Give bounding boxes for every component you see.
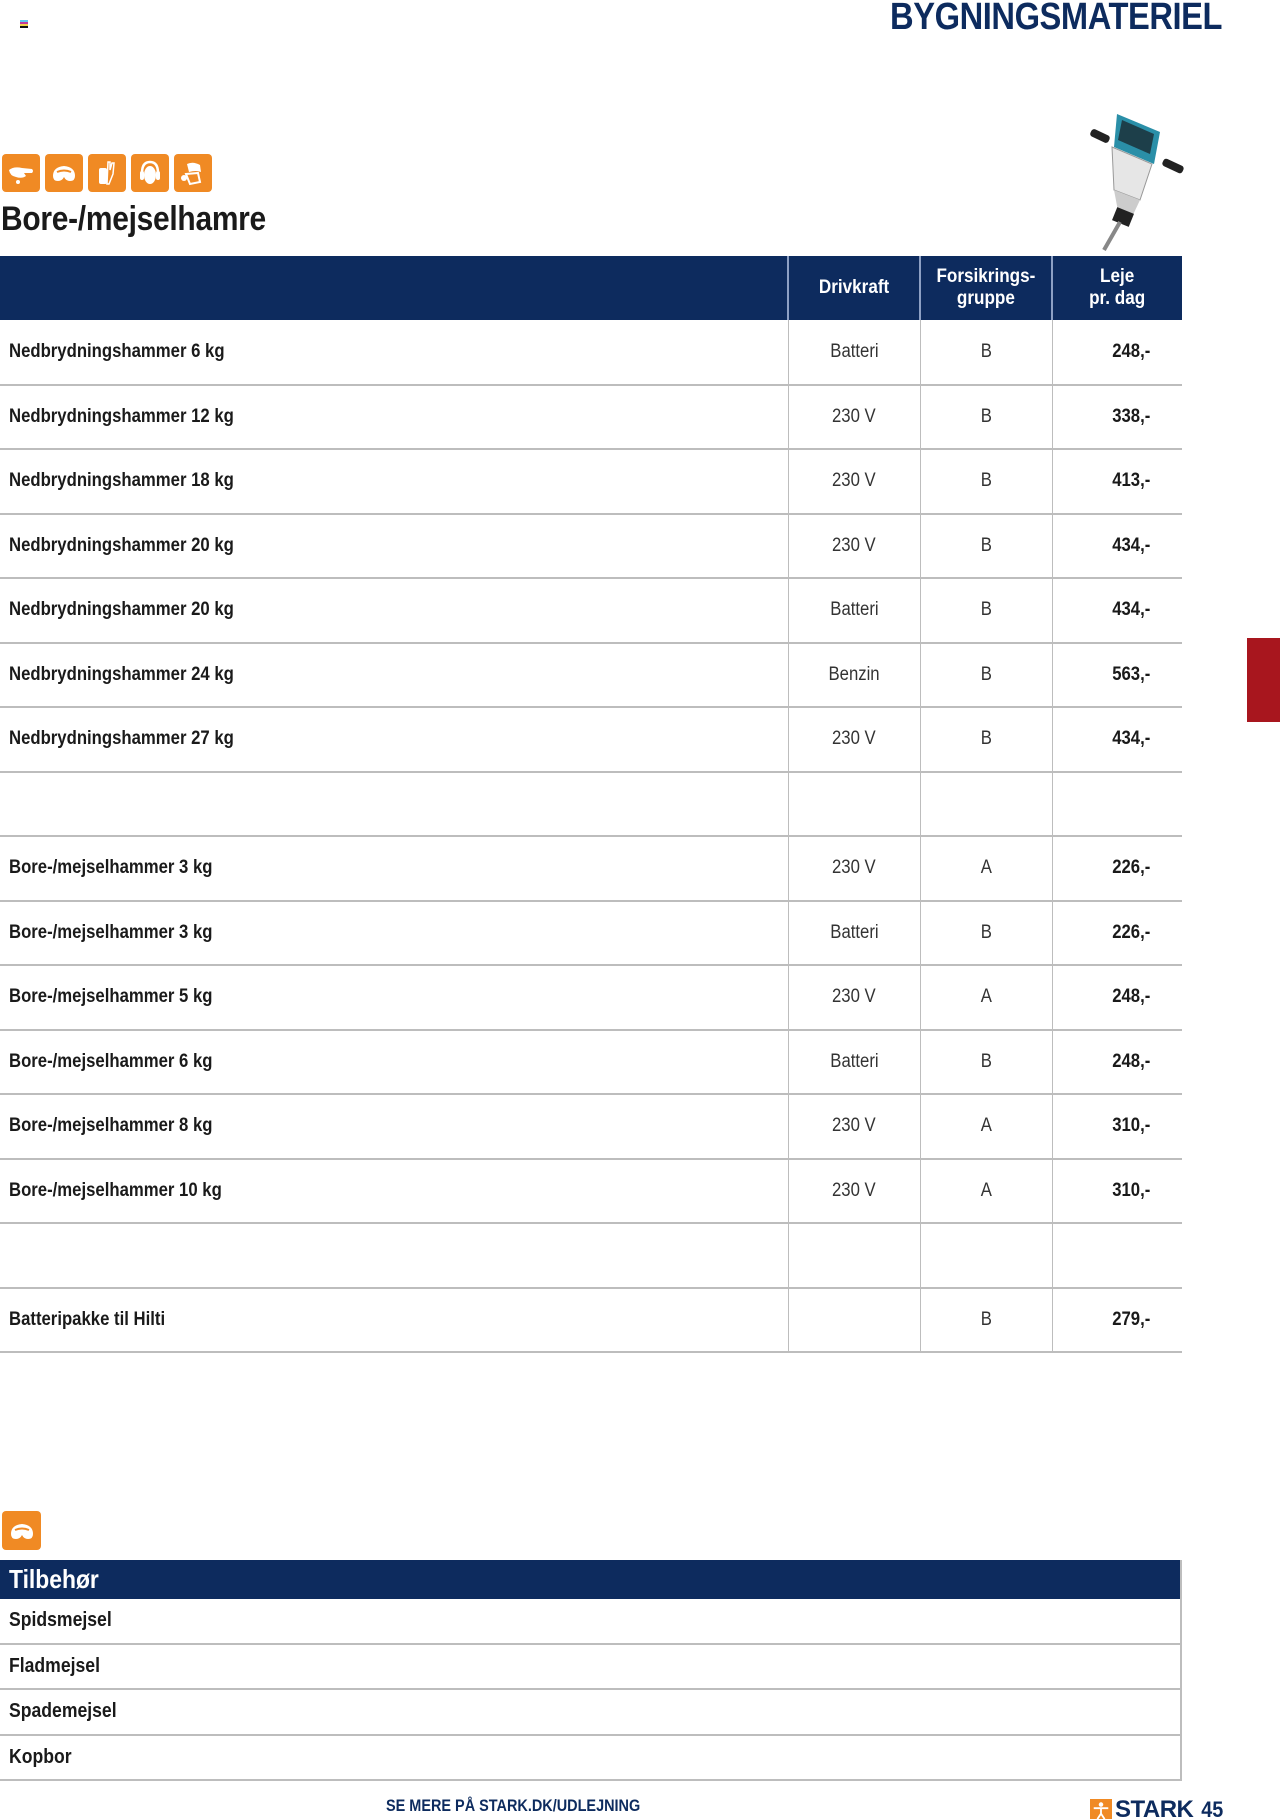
drive-type: 230 V bbox=[788, 707, 920, 772]
table-row bbox=[0, 901, 1182, 966]
product-name bbox=[0, 772, 788, 837]
protective-gloves-hand-icon bbox=[2, 154, 40, 192]
drive-type: 230 V bbox=[788, 1159, 920, 1224]
daily-price: 563,- bbox=[1052, 643, 1182, 708]
rental-price-table bbox=[0, 256, 1182, 1353]
product-name: Nedbrydningshammer 12 kg bbox=[0, 385, 788, 450]
product-name: Nedbrydningshammer 6 kg bbox=[0, 320, 788, 385]
product-name bbox=[0, 1223, 788, 1288]
daily-price bbox=[1052, 1223, 1182, 1288]
list-item: Fladmejsel bbox=[0, 1645, 1180, 1691]
section-side-tab bbox=[1247, 638, 1280, 722]
accessories-title: Tilbehør bbox=[0, 1560, 1180, 1599]
insurance-group: B bbox=[920, 1288, 1052, 1353]
insurance-group: B bbox=[920, 449, 1052, 514]
table-row bbox=[0, 1288, 1182, 1353]
list-item: Kopbor bbox=[0, 1736, 1180, 1782]
product-name: Bore-/mejselhammer 5 kg bbox=[0, 965, 788, 1030]
footer-brand bbox=[1090, 1796, 1225, 1819]
dust-mask-icon bbox=[174, 154, 212, 192]
daily-price: 248,- bbox=[1052, 965, 1182, 1030]
daily-price: 248,- bbox=[1052, 1030, 1182, 1095]
header-leje-pr-dag: Leje pr. dag bbox=[1052, 256, 1182, 320]
table-header-row bbox=[0, 256, 1182, 320]
drive-type bbox=[788, 772, 920, 837]
daily-price: 279,- bbox=[1052, 1288, 1182, 1353]
print-color-mark bbox=[20, 20, 28, 28]
drive-type: Batteri bbox=[788, 901, 920, 966]
daily-price: 310,- bbox=[1052, 1159, 1182, 1224]
list-item: Spidsmejsel bbox=[0, 1599, 1180, 1645]
page-heading: Bore-/mejselhamre bbox=[1, 200, 266, 238]
daily-price: 434,- bbox=[1052, 707, 1182, 772]
accessories-table bbox=[0, 1560, 1182, 1781]
table-row bbox=[0, 1030, 1182, 1095]
drive-type: 230 V bbox=[788, 836, 920, 901]
drive-type: 230 V bbox=[788, 449, 920, 514]
daily-price: 338,- bbox=[1052, 385, 1182, 450]
product-name: Batteripakke til Hilti bbox=[0, 1288, 788, 1353]
daily-price: 248,- bbox=[1052, 320, 1182, 385]
insurance-group: B bbox=[920, 1030, 1052, 1095]
safety-goggles-icon bbox=[2, 1511, 41, 1550]
product-name: Nedbrydningshammer 20 kg bbox=[0, 514, 788, 579]
drive-type bbox=[788, 1288, 920, 1353]
drive-type: Batteri bbox=[788, 578, 920, 643]
list-item: Spademejsel bbox=[0, 1690, 1180, 1736]
safety-icons bbox=[2, 154, 212, 192]
table-row bbox=[0, 320, 1182, 385]
table-row bbox=[0, 449, 1182, 514]
table-row bbox=[0, 1159, 1182, 1224]
product-name: Bore-/mejselhammer 8 kg bbox=[0, 1094, 788, 1159]
drive-type: 230 V bbox=[788, 1094, 920, 1159]
table-row bbox=[0, 707, 1182, 772]
product-name: Bore-/mejselhammer 6 kg bbox=[0, 1030, 788, 1095]
daily-price: 434,- bbox=[1052, 578, 1182, 643]
daily-price: 226,- bbox=[1052, 901, 1182, 966]
product-name: Nedbrydningshammer 27 kg bbox=[0, 707, 788, 772]
daily-price: 226,- bbox=[1052, 836, 1182, 901]
table-row bbox=[0, 836, 1182, 901]
table-row bbox=[0, 578, 1182, 643]
drive-type: Batteri bbox=[788, 320, 920, 385]
product-name: Nedbrydningshammer 24 kg bbox=[0, 643, 788, 708]
insurance-group: A bbox=[920, 965, 1052, 1030]
insurance-group bbox=[920, 772, 1052, 837]
safety-goggles-icon bbox=[45, 154, 83, 192]
insurance-group: A bbox=[920, 836, 1052, 901]
demolition-hammer-image bbox=[1062, 92, 1202, 252]
drive-type: Batteri bbox=[788, 1030, 920, 1095]
header-drivkraft: Drivkraft bbox=[788, 256, 920, 320]
product-name: Bore-/mejselhammer 3 kg bbox=[0, 901, 788, 966]
table-row bbox=[0, 1094, 1182, 1159]
table-row bbox=[0, 385, 1182, 450]
product-name: Bore-/mejselhammer 10 kg bbox=[0, 1159, 788, 1224]
table-row bbox=[0, 514, 1182, 579]
drive-type: Benzin bbox=[788, 643, 920, 708]
daily-price bbox=[1052, 772, 1182, 837]
product-name: Bore-/mejselhammer 3 kg bbox=[0, 836, 788, 901]
insurance-group: B bbox=[920, 643, 1052, 708]
product-name: Nedbrydningshammer 20 kg bbox=[0, 578, 788, 643]
work-gloves-icon bbox=[88, 154, 126, 192]
header-product bbox=[0, 256, 788, 320]
product-name: Nedbrydningshammer 18 kg bbox=[0, 449, 788, 514]
drive-type bbox=[788, 1223, 920, 1288]
insurance-group: B bbox=[920, 385, 1052, 450]
insurance-group bbox=[920, 1223, 1052, 1288]
insurance-group: A bbox=[920, 1159, 1052, 1224]
daily-price: 413,- bbox=[1052, 449, 1182, 514]
daily-price: 310,- bbox=[1052, 1094, 1182, 1159]
drive-type: 230 V bbox=[788, 514, 920, 579]
insurance-group: B bbox=[920, 901, 1052, 966]
insurance-group: B bbox=[920, 320, 1052, 385]
table-row-spacer bbox=[0, 772, 1182, 837]
brand-name: STARK bbox=[1115, 1796, 1194, 1819]
table-row bbox=[0, 643, 1182, 708]
insurance-group: B bbox=[920, 578, 1052, 643]
drive-type: 230 V bbox=[788, 385, 920, 450]
insurance-group: B bbox=[920, 514, 1052, 579]
ear-protection-icon bbox=[131, 154, 169, 192]
table-row bbox=[0, 965, 1182, 1030]
page-number: 45 bbox=[1201, 1797, 1224, 1819]
header-forsikringsgruppe: Forsikrings- gruppe bbox=[920, 256, 1052, 320]
footer-website-link[interactable]: SE MERE PÅ STARK.DK/UDLEJNING bbox=[386, 1796, 641, 1815]
section-title: BYGNINGSMATERIEL bbox=[889, 0, 1222, 38]
drive-type: 230 V bbox=[788, 965, 920, 1030]
insurance-group: B bbox=[920, 707, 1052, 772]
stark-logo-icon bbox=[1090, 1799, 1112, 1819]
daily-price: 434,- bbox=[1052, 514, 1182, 579]
table-row-spacer bbox=[0, 1223, 1182, 1288]
insurance-group: A bbox=[920, 1094, 1052, 1159]
